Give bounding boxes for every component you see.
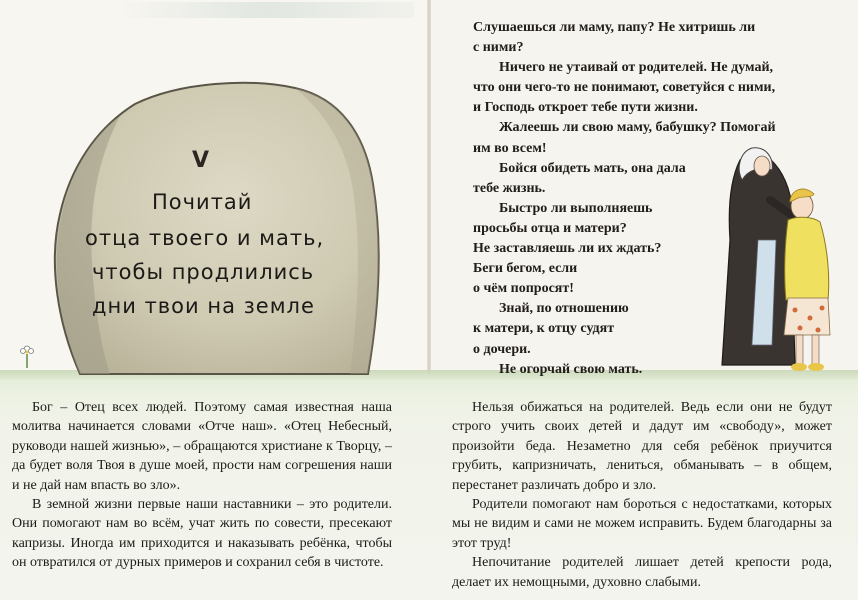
- paragraph: Непочитание родителей лишает детей крепости рода, делает их немощными, духовно слабыми.: [452, 555, 832, 590]
- stone-tablet: [40, 74, 390, 386]
- text-line: о чём попросят!: [473, 281, 574, 297]
- text-line: Бойся обидеть мать, она дала: [499, 160, 686, 176]
- stone-line-1: Почитай: [152, 190, 253, 214]
- text-line: Жалеешь ли свою маму, бабушку? Помогай: [499, 120, 776, 136]
- text-line: Ничего не утаивай от родителей. Не думай,: [499, 60, 774, 76]
- text-line: о дочери.: [473, 341, 531, 357]
- paragraph: Родители помогают нам бороться с недостатками, которых мы не видим и сами не можем исправить. Будем благодарны за этот труд!: [452, 497, 832, 551]
- text-line: с ними?: [473, 40, 524, 56]
- flower-icon: [18, 342, 36, 368]
- paragraph: Бог – Отец всех людей. Поэтому самая известная наша молитва начинается словами «Отче наш». «Отец Небесный, руководи нашей жизнью», – обращаются христиане к Творцу, – да будет воля Твоя в душе моей, прости нам согрешения наши и не дай нам впасть во зло».: [12, 400, 392, 493]
- stone-line-4: дни твои на земле: [92, 294, 315, 318]
- faded-print-strip: [118, 2, 414, 18]
- text-line: Знай, по отношению: [499, 301, 629, 317]
- text-line: и Господь откроет тебе пути жизни.: [473, 100, 698, 116]
- text-line: Не огорчай свою мать.: [499, 361, 643, 377]
- text-line: Беги бегом, если: [473, 261, 578, 277]
- text-line: просьбы отца и матери?: [473, 220, 627, 236]
- text-line: к матери, к отцу судят: [473, 321, 615, 337]
- text-line: что они чего-то не понимают, советуйся с ними,: [473, 80, 776, 96]
- text-line: им во всем!: [473, 140, 547, 156]
- left-bottom-text: [12, 398, 392, 573]
- mother-child-illustration: [700, 140, 850, 375]
- right-bottom-text: [452, 398, 832, 592]
- text-line: Быстро ли выполняешь: [499, 200, 653, 216]
- stone-line-2: отца твоего и мать,: [85, 226, 325, 250]
- text-line: Не заставляешь ли их ждать?: [473, 241, 662, 257]
- text-line: тебе жизнь.: [473, 180, 546, 196]
- paragraph: В земной жизни первые наши наставники – это родители. Они помогают нам во всём, учат жить по совести, пресекают капризы. Иногда им приходится и наказывать ребёнка, чтобы он отвратился от дурных примеров и сохранил себя в чистоте.: [12, 497, 392, 571]
- stone-mark: V: [192, 148, 210, 173]
- stone-line-3: чтобы продлились: [92, 260, 315, 284]
- paragraph: Нельзя обижаться на родителей. Ведь если они не будут строго учить своих детей и дадут им «свободу», может произойти беда. Незаметно для себя ребёнок приучится грубить, капризничать, лениться, обманывать – в общем, перестанет различать добро и зло.: [452, 400, 832, 493]
- text-line: Слушаешься ли маму, папу? Не хитришь ли: [473, 20, 756, 35]
